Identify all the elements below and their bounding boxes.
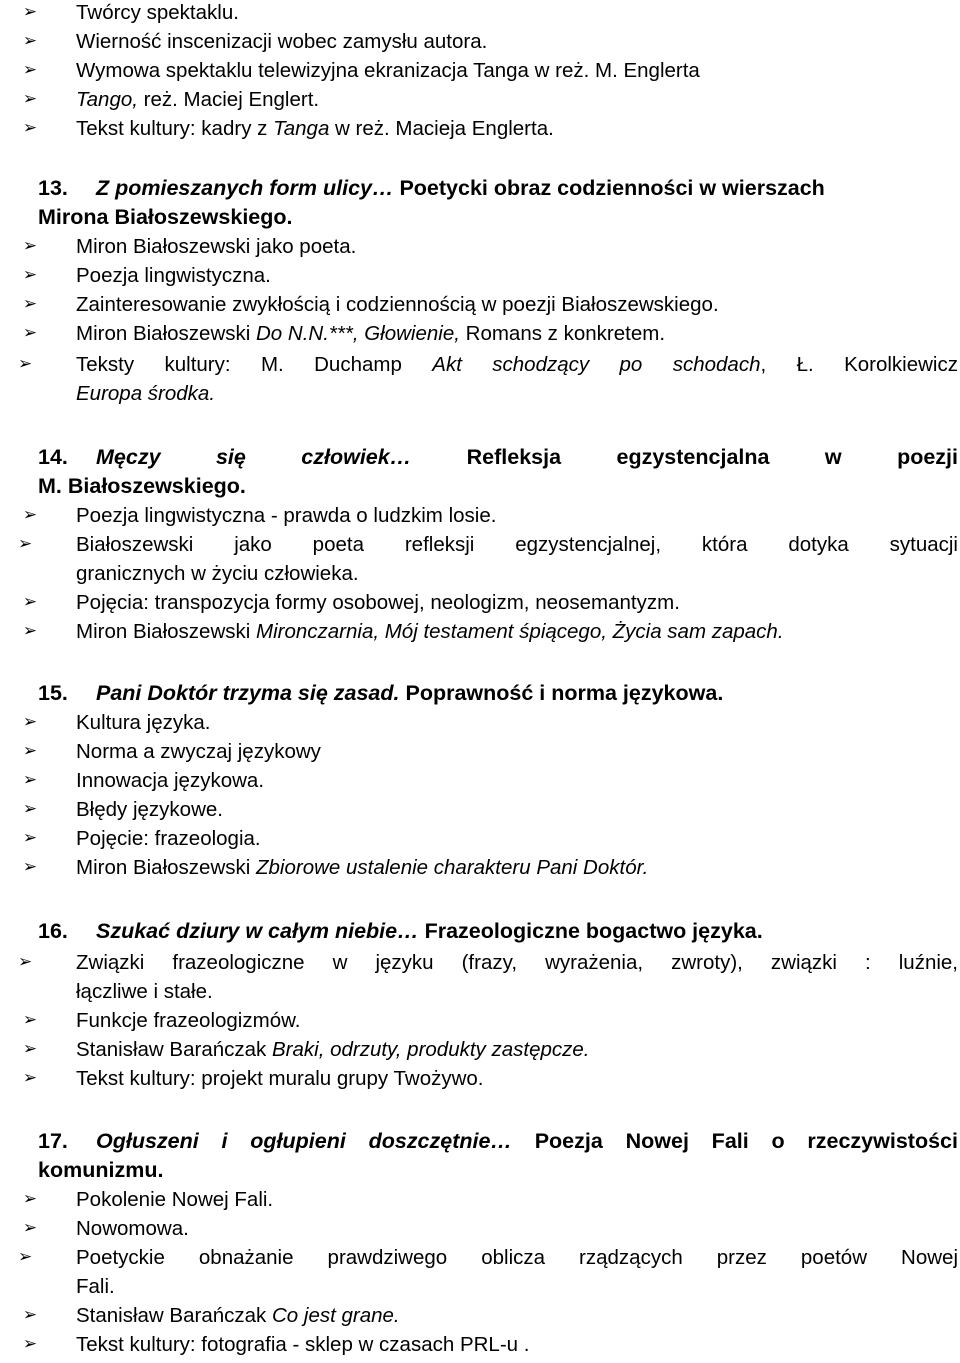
list-item-text: Białoszewski jako poeta refleksji egzystencjalnej, która dotyka sytuacji <box>76 533 958 556</box>
list-item <box>22 56 958 86</box>
list-item-text: reż. Maciej Englert. <box>137 88 320 111</box>
section-title: Mirona Białoszewskiego. <box>38 205 293 229</box>
arrow-bullet-icon: ➢ <box>22 265 38 285</box>
list-item <box>22 27 958 57</box>
list-item <box>22 319 958 349</box>
section-title: Poetycki obraz codzienności w wierszach <box>393 176 825 200</box>
list-item-text: łączliwe i stałe. <box>76 980 213 1003</box>
section-title: Poezja Nowej Fali o rzeczywistości <box>511 1129 958 1153</box>
section-title-italic: Pani Doktór trzyma się zasad. <box>96 681 400 705</box>
list-item-text: Miron Białoszewski <box>76 620 256 643</box>
list-item <box>22 617 958 647</box>
section-number: 14. <box>38 445 68 469</box>
list-item-text: w reż. Macieja Englerta. <box>329 117 554 140</box>
arrow-bullet-icon: ➢ <box>22 770 38 790</box>
list-item <box>22 795 958 825</box>
list-item-text: Tekst kultury: projekt muralu grupy Twożywo. <box>76 1067 484 1090</box>
arrow-bullet-icon: ➢ <box>22 1039 38 1059</box>
arrow-bullet-icon: ➢ <box>22 857 38 877</box>
list-item <box>22 114 958 144</box>
list-item <box>22 232 958 262</box>
list-item <box>18 350 958 380</box>
list-item-continuation <box>76 559 958 589</box>
list-item-text: Stanisław Barańczak <box>76 1038 272 1061</box>
arrow-bullet-icon: ➢ <box>22 323 38 343</box>
section-number: 13. <box>38 176 68 200</box>
list-item <box>22 85 958 115</box>
list-item-text: Pojęcia: transpozycja formy osobowej, neologizm, neosemantyzm. <box>76 591 680 614</box>
arrow-bullet-icon: ➢ <box>22 2 38 22</box>
section-title: Poprawność i norma językowa. <box>399 681 724 705</box>
list-item-text: Poezja lingwistyczna - prawda o ludzkim losie. <box>76 504 497 527</box>
arrow-bullet-icon: ➢ <box>22 712 38 732</box>
section-heading-14 <box>38 443 958 473</box>
section-heading-16 <box>38 917 958 947</box>
list-item-text: Teksty kultury: M. Duchamp <box>76 353 433 376</box>
list-item-italic: Zbiorowe ustalenie charakteru Pani Doktór. <box>256 856 649 879</box>
list-item-text: Wymowa spektaklu telewizyjna ekranizacja Tanga w reż. M. Englerta <box>76 59 700 82</box>
list-item-italic: Co jest grane. <box>271 1304 400 1327</box>
list-item-text: Poezja lingwistyczna. <box>76 264 271 287</box>
section-title-italic: Ogłuszeni i ogłupieni doszczętnie… <box>96 1129 512 1153</box>
list-item <box>22 853 958 883</box>
list-item-text: Pokolenie Nowej Fali. <box>76 1188 274 1211</box>
section-number: 15. <box>38 681 68 705</box>
list-item <box>22 1330 958 1360</box>
arrow-bullet-icon: ➢ <box>22 621 38 641</box>
section-title: Frazeologiczne bogactwo języka. <box>418 919 763 943</box>
arrow-bullet-icon: ➢ <box>22 828 38 848</box>
list-item-italic: Europa środka. <box>76 382 216 405</box>
section-number: 16. <box>38 919 68 943</box>
list-item-text: Błędy językowe. <box>76 798 223 821</box>
section-title-italic: Męczy się człowiek… <box>96 445 412 469</box>
list-item <box>22 501 958 531</box>
list-item-text: Miron Białoszewski jako poeta. <box>76 235 357 258</box>
list-item-italic: Tanga <box>273 117 330 140</box>
section-title-italic: Szukać dziury w całym niebie… <box>96 919 419 943</box>
arrow-bullet-icon: ➢ <box>22 505 38 525</box>
list-item-text: Miron Białoszewski <box>76 322 256 345</box>
list-item-text: Pojęcie: frazeologia. <box>76 827 261 850</box>
list-item <box>22 766 958 796</box>
arrow-bullet-icon: ➢ <box>22 236 38 256</box>
list-item <box>22 1064 958 1094</box>
list-item <box>22 588 958 618</box>
arrow-bullet-icon: ➢ <box>22 799 38 819</box>
arrow-bullet-icon: ➢ <box>18 1247 33 1267</box>
list-item <box>22 0 958 28</box>
list-item-text: Związki frazeologiczne w języku (frazy, wyrażenia, zwroty), związki : luźnie, <box>76 951 958 974</box>
list-item-text: Nowomowa. <box>76 1217 189 1240</box>
arrow-bullet-icon: ➢ <box>22 592 38 612</box>
section-number: 17. <box>38 1129 68 1153</box>
section-title: Refleksja egzystencjalna w poezji <box>411 445 958 469</box>
list-item <box>22 1301 958 1331</box>
arrow-bullet-icon: ➢ <box>18 952 33 972</box>
section-heading-14-line2 <box>38 472 958 502</box>
list-item-italic: Mironczarnia, Mój testament śpiącego, Życia sam zapach. <box>256 620 784 643</box>
section-title: M. Białoszewskiego. <box>38 474 246 498</box>
section-heading-15 <box>38 679 958 709</box>
list-item <box>18 530 958 560</box>
arrow-bullet-icon: ➢ <box>22 1305 38 1325</box>
list-item-text: Wierność inscenizacji wobec zamysłu autora. <box>76 30 488 53</box>
list-item-text: Romans z konkretem. <box>459 322 666 345</box>
section-heading-17-line2 <box>38 1156 958 1186</box>
section-heading-13 <box>38 174 958 204</box>
arrow-bullet-icon: ➢ <box>22 1189 38 1209</box>
arrow-bullet-icon: ➢ <box>22 118 38 138</box>
list-item-text: Tekst kultury: kadry z <box>76 117 274 140</box>
section-heading-13-line2 <box>38 203 958 233</box>
list-item <box>22 708 958 738</box>
list-item-text: Miron Białoszewski <box>76 856 256 879</box>
list-item <box>22 261 958 291</box>
section-title: komunizmu. <box>38 1158 164 1182</box>
list-item-text: Twórcy spektaklu. <box>76 1 239 24</box>
arrow-bullet-icon: ➢ <box>22 1334 38 1354</box>
list-item-text: Kultura języka. <box>76 711 211 734</box>
list-item-text: , Ł. Korolkiewicz <box>760 353 958 376</box>
arrow-bullet-icon: ➢ <box>22 741 38 761</box>
list-item-continuation <box>76 379 958 409</box>
list-item <box>18 948 958 978</box>
arrow-bullet-icon: ➢ <box>22 60 38 80</box>
list-item-text: Funkcje frazeologizmów. <box>76 1009 301 1032</box>
list-item-italic: Tango, <box>76 88 138 111</box>
list-item <box>22 1035 958 1065</box>
section-heading-17 <box>38 1127 958 1157</box>
list-item-text: granicznych w życiu człowieka. <box>76 562 359 585</box>
list-item <box>18 1243 958 1273</box>
list-item-italic: Akt schodzący po schodach <box>432 353 761 376</box>
section-title-italic: Z pomieszanych form ulicy… <box>96 176 394 200</box>
list-item-text: Innowacja językowa. <box>76 769 265 792</box>
arrow-bullet-icon: ➢ <box>22 1068 38 1088</box>
arrow-bullet-icon: ➢ <box>22 294 38 314</box>
arrow-bullet-icon: ➢ <box>22 1218 38 1238</box>
list-item <box>22 1185 958 1215</box>
list-item-text: Norma a zwyczaj językowy <box>76 740 321 763</box>
list-item-italic: Braki, odrzuty, produkty zastępcze. <box>271 1038 590 1061</box>
list-item <box>22 1214 958 1244</box>
arrow-bullet-icon: ➢ <box>22 31 38 51</box>
list-item-continuation <box>76 1272 958 1302</box>
list-item-text: Zainteresowanie zwykłością i codziennością w poezji Białoszewskiego. <box>76 293 719 316</box>
list-item <box>22 290 958 320</box>
list-item-text: Fali. <box>76 1275 115 1298</box>
list-item <box>22 737 958 767</box>
list-item-continuation <box>76 977 958 1007</box>
arrow-bullet-icon: ➢ <box>18 534 33 554</box>
arrow-bullet-icon: ➢ <box>18 354 33 374</box>
list-item <box>22 824 958 854</box>
list-item-text: Poetyckie obnażanie prawdziwego oblicza rządzących przez poetów Nowej <box>76 1246 958 1269</box>
arrow-bullet-icon: ➢ <box>22 89 38 109</box>
arrow-bullet-icon: ➢ <box>22 1010 38 1030</box>
list-item-text: Stanisław Barańczak <box>76 1304 272 1327</box>
list-item <box>22 1006 958 1036</box>
list-item-italic: Do N.N.***, Głowienie, <box>256 322 460 345</box>
list-item-text: Tekst kultury: fotografia - sklep w czasach PRL-u . <box>76 1333 530 1356</box>
